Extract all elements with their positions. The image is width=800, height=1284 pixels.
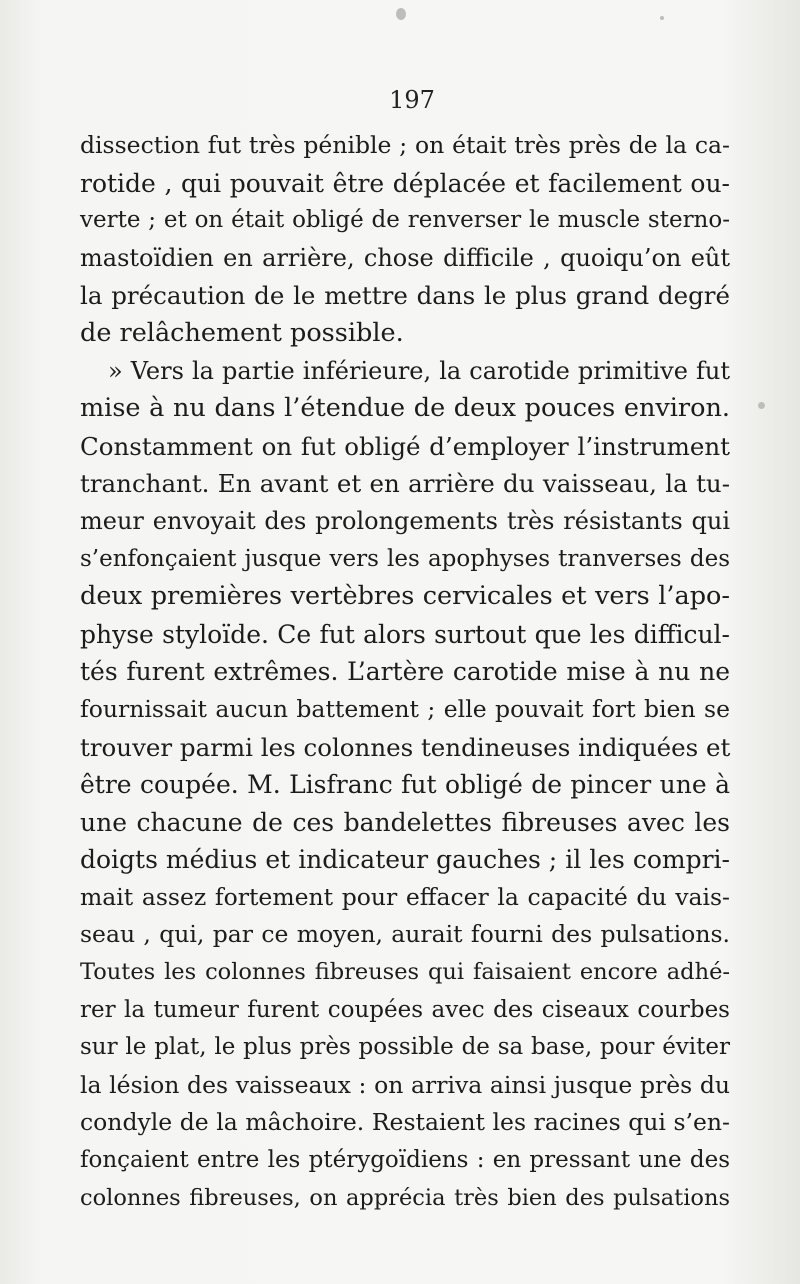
ink-speck — [758, 402, 765, 409]
text-line: la précaution de le mettre dans le plus grand degré — [80, 281, 730, 311]
text-line: meur envoyait des prolongements très résistants qui — [80, 506, 730, 535]
text-line: seau , qui, par ce moyen, aurait fourni des pulsations. — [80, 920, 730, 949]
text-line: deux premières vertèbres cervicales et vers l’apo- — [80, 581, 730, 612]
text-line: Toutes les colonnes fibreuses qui faisaient encore adhé- — [80, 959, 730, 986]
text-line: une chacune de ces bandelettes fibreuses avec les — [80, 807, 730, 837]
text-line: rer la tumeur furent coupées avec des ciseaux courbes — [80, 996, 730, 1023]
text-line: tranchant. En avant et en arrière du vaisseau, la tu- — [80, 469, 730, 499]
text-line: être coupée. M. Lisfranc fut obligé de pincer une à — [80, 770, 730, 800]
text-line: colonnes fibreuses, on apprécia très bien des pulsations — [80, 1184, 730, 1211]
text-line: Constamment on fut obligé d’employer l’instrument — [80, 431, 730, 461]
text-line: physe styloïde. Ce fut alors surtout que les difficul- — [80, 619, 730, 649]
text-line: fournissait aucun battement ; elle pouvait fort bien se — [80, 694, 730, 723]
text-line: s’enfonçaient jusque vers les apophyses tranverses des — [80, 545, 730, 572]
text-line: tés furent extrêmes. L’artère carotide mise à nu ne — [80, 657, 730, 687]
text-line: doigts médius et indicateur gauches ; il les compri- — [80, 845, 730, 875]
text-line: verte ; et on était obligé de renverser le muscle sterno- — [80, 207, 730, 234]
text-line: » Vers la partie inférieure, la carotide primitive fut — [108, 356, 730, 385]
text-line: mastoïdien en arrière, chose difficile , quoiqu’on eût — [80, 243, 730, 272]
text-line: dissection fut très pénible ; on était très près de la ca- — [80, 131, 730, 159]
text-line: rotide , qui pouvait être déplacée et facilement ou- — [80, 168, 730, 198]
ink-speck — [660, 16, 664, 20]
text-line: la lésion des vaisseaux : on arriva ainsi jusque près du — [80, 1070, 730, 1099]
text-line: fonçaient entre les ptérygoïdiens : en pressant une des — [80, 1147, 730, 1174]
text-line: de relâchement possible. — [80, 317, 404, 348]
page-number: 197 — [389, 86, 435, 114]
text-line: trouver parmi les colonnes tendineuses indiquées et — [80, 732, 731, 762]
text-line: mait assez fortement pour effacer la capacité du vais- — [80, 882, 730, 911]
text-line: mise à nu dans l’étendue de deux pouces environ. — [80, 393, 730, 424]
text-line: sur le plat, le plus près possible de sa base, pour éviter — [80, 1034, 730, 1061]
text-line: condyle de la mâchoire. Restaient les racines qui s’en- — [80, 1108, 730, 1137]
body-text — [80, 127, 730, 1217]
ink-speck — [396, 8, 406, 20]
